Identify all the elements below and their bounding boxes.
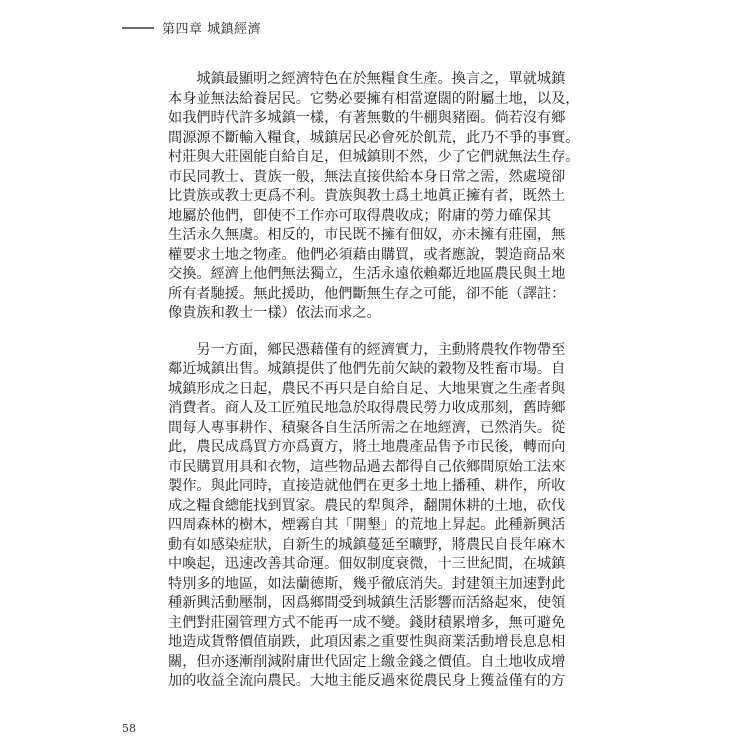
text-line: 市民購買用具和衣物，這些物品過去都得自己依鄉間原始工法來 (168, 458, 566, 475)
text-line: 此，農民成爲買方亦爲賣方，將土地農產品售予市民後，轉而向 (168, 439, 566, 455)
text-line: 鄰近城鎮出售。城鎮提供了他們先前欠缺的穀物及牲畜市場。自 (168, 361, 566, 377)
text-line: 市民同教士、貴族一般，無法直接供給本身日常之需，然處境卻 (168, 168, 566, 185)
text-line: 如我們時代許多城鎮一樣，有著無數的牛棚與豬圈。倘若沒有鄉 (168, 110, 566, 126)
paragraph-1 (168, 70, 580, 324)
text-line: 所有者馳援。無此援助，他們斷無生存之可能，卻不能（譯註： (168, 285, 566, 302)
text-line: 種新興活動壓制，因爲鄉間受到城鎮生活影響而活絡起來，使領 (168, 595, 566, 611)
text-line: 權要求土地之物產。他們必須藉由購買，或者應說，製造商品來 (168, 246, 566, 263)
text-line: 城鎮形成之日起，農民不再只是自給自足、大地果實之生產者與 (168, 380, 566, 397)
text-line: 村莊與大莊園能自給自足，但城鎮則不然，少了它們就無法生存。 (168, 149, 580, 165)
text-line: 四周森林的樹木，煙霧自其「開墾」的荒地上昇起。此種新興活 (168, 517, 566, 533)
text-line: 製作。與此同時，直接造就他們在更多土地上播種、耕作，所收 (168, 478, 566, 494)
text-line: 比貴族或教士更爲不利。貴族與教士爲土地眞正擁有者，既然土 (168, 188, 566, 204)
text-line: 間每人專事耕作、積聚各自生活所需之在地經濟，已然消失。從 (168, 419, 566, 436)
text-line: 消費者。商人及工匠殖民地急於取得農民勞力收成那刻，舊時鄉 (168, 400, 566, 416)
text-line: 主們對莊園管理方式不能再一成不變。錢財積累增多，無可避免 (168, 614, 566, 631)
text-line: 成之糧食總能找到買家。農民的犁與斧，翻開休耕的土地，砍伐 (168, 497, 566, 514)
text-line: 地造成貨幣價值崩跌，此項因素之重要性與商業活動增長息息相 (168, 634, 566, 650)
text-line: 另一方面，鄉民憑藉僅有的經濟實力，主動將農牧作物帶至 (168, 341, 566, 358)
text-line: 像貴族和教士一樣）依法而求之。 (168, 305, 381, 321)
text-line: 關，但亦逐漸削減附庸世代固定上繳金錢之價值。自土地收成增 (168, 653, 566, 670)
running-header (122, 18, 261, 37)
text-line: 交換。經濟上他們無法獨立，生活永遠依賴鄰近地區農民與土地 (168, 266, 566, 282)
header-rule (122, 27, 154, 29)
text-line: 動有如感染症狀，自新生的城鎮蔓延至曠野，將農民自長年麻木 (168, 536, 566, 553)
text-line: 中喚起，迅速改善其命運。佃奴制度衰微，十三世紀間，在城鎮 (168, 556, 566, 572)
page-number: 58 (122, 722, 136, 735)
text-line: 本身並無法給養居民。它勢必要擁有相當遼闊的附屬土地，以及， (168, 90, 580, 107)
text-line: 生活永久無虞。相反的，市民既不擁有佃奴，亦未擁有莊園，無 (168, 227, 566, 243)
text-line: 城鎮最顯明之經濟特色在於無糧食生產。換言之，單就城鎮 (168, 71, 566, 87)
chapter-title: 第四章 城鎮經濟 (162, 22, 262, 37)
text-line: 特別多的地區，如法蘭德斯，幾乎徹底消失。封建領主加速對此 (168, 575, 566, 592)
body-text (168, 70, 580, 692)
text-line: 間源源不斷輸入糧食，城鎮居民必會死於飢荒，此乃不爭的事實。 (168, 129, 580, 146)
text-line: 地屬於他們，卽使不工作亦可取得農收成；附庸的勞力確保其 (168, 207, 552, 224)
paragraph-2 (168, 341, 580, 692)
text-line: 加的收益全流向農民。大地主能反過來從農民身上獲益僅有的方 (168, 673, 566, 689)
